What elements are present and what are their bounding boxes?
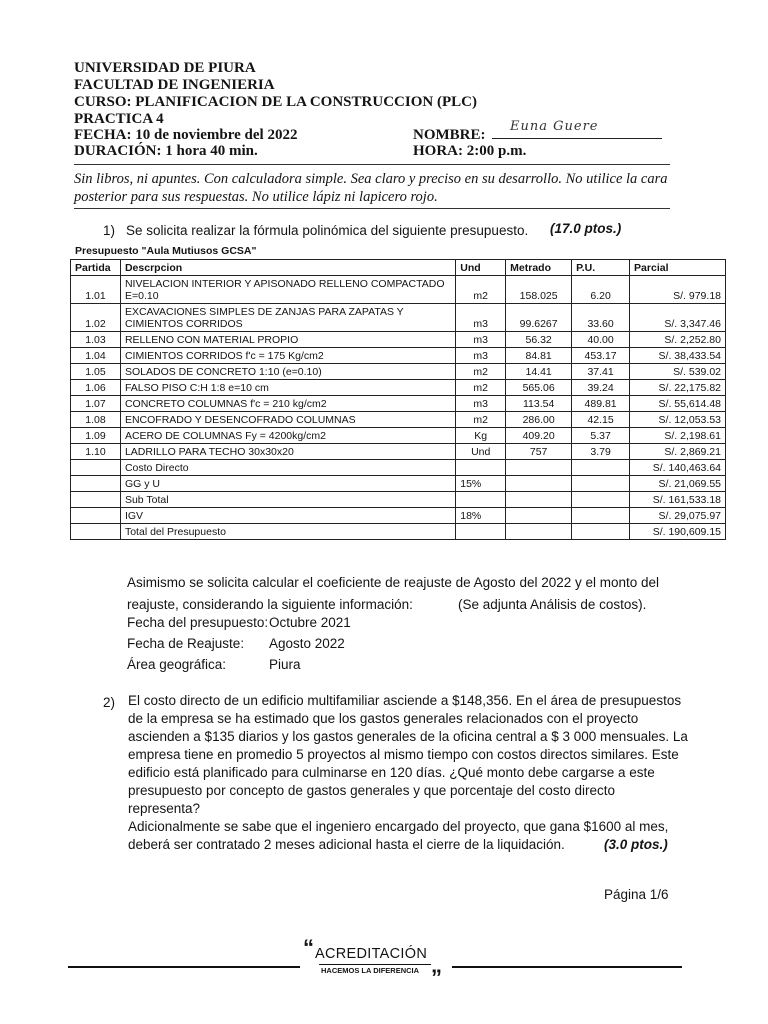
q2-points: (3.0 ptos.) — [604, 837, 668, 852]
cell-parcial: S/. 38,433.54 — [630, 348, 726, 364]
cell-metrado: 158.025 — [506, 276, 572, 304]
q2-line: representa? — [128, 801, 201, 816]
cell-descripcion: ENCOFRADO Y DESENCOFRADO COLUMNAS — [120, 412, 455, 428]
cell-und: m2 — [456, 276, 506, 304]
cell-und: m2 — [456, 380, 506, 396]
cell-empty — [71, 508, 121, 524]
cell-empty — [572, 524, 630, 540]
col-header-und: Und — [456, 260, 506, 276]
cell-empty — [572, 508, 630, 524]
cell-metrado: 84.81 — [506, 348, 572, 364]
cell-pu: 42.15 — [572, 412, 630, 428]
header-divider — [74, 164, 670, 165]
cell-pu: 3.79 — [572, 444, 630, 460]
cell-empty — [71, 524, 121, 540]
cell-und: m3 — [456, 332, 506, 348]
cell-und: Kg — [456, 428, 506, 444]
q2-line: ascienden a $135 diarios y los gastos generales de la oficina central a $ 3 000 mensuales. La — [128, 729, 688, 744]
q2-line: El costo directo de un edificio multifamiliar asciende a $148,356. En el área de presupuestos — [128, 693, 682, 708]
cell-pu: 33.60 — [572, 304, 630, 332]
cell-partida: 1.04 — [71, 348, 121, 364]
cell-metrado: 286.00 — [506, 412, 572, 428]
col-header-metrado: Metrado — [506, 260, 572, 276]
practice-title: PRACTICA 4 — [74, 111, 164, 127]
cell-metrado: 757 — [506, 444, 572, 460]
cell-parcial: S/. 539.02 — [630, 364, 726, 380]
summary-pct — [456, 524, 506, 540]
cell-metrado: 565.06 — [506, 380, 572, 396]
summary-pct — [456, 492, 506, 508]
summary-row — [71, 508, 726, 524]
cell-metrado: 409.20 — [506, 428, 572, 444]
q1-text: Se solicita realizar la fórmula polinómica del siguiente presupuesto. — [126, 223, 529, 238]
instructions: Sin libros, ni apuntes. Con calculadora simple. Sea claro y preciso en su desarrollo. No utilice la cara posterior para sus respuestas. No utilice lápiz ni lapicero rojo. — [74, 171, 668, 205]
q2-line: deberá ser contratado 2 meses adicional hasta el cierre de la liquidación. — [128, 837, 565, 852]
cell-und: m2 — [456, 364, 506, 380]
cell-empty — [572, 476, 630, 492]
logo-title: ACREDITACIÓN — [315, 946, 428, 962]
budget-title: Presupuesto "Aula Mutiusos GCSA" — [75, 245, 257, 257]
table-row — [71, 428, 726, 444]
cell-pu: 489.81 — [572, 396, 630, 412]
summary-pct — [456, 460, 506, 476]
summary-pct: 18% — [456, 508, 506, 524]
cell-descripcion: FALSO PISO C:H 1:8 e=10 cm — [120, 380, 455, 396]
info-value-geo-area: Piura — [269, 657, 301, 672]
cell-partida: 1.10 — [71, 444, 121, 460]
summary-parcial: S/. 21,069.55 — [630, 476, 726, 492]
cell-partida: 1.07 — [71, 396, 121, 412]
info-label-geo-area: Área geográfica: — [127, 657, 227, 672]
budget-table — [70, 259, 726, 540]
cell-parcial: S/. 3,347.46 — [630, 304, 726, 332]
q2-body — [128, 692, 688, 854]
cell-parcial: S/. 55,614.48 — [630, 396, 726, 412]
cell-pu: 6.20 — [572, 276, 630, 304]
footer-rule-right — [452, 966, 682, 968]
col-header-parcial: Parcial — [630, 260, 726, 276]
cell-partida: 1.05 — [71, 364, 121, 380]
q1-number: 1) — [103, 223, 116, 238]
info-value-adjust-date: Agosto 2022 — [269, 636, 345, 651]
cell-pu: 5.37 — [572, 428, 630, 444]
summary-pct: 15% — [456, 476, 506, 492]
table-row — [71, 276, 726, 304]
cell-empty — [506, 508, 572, 524]
cell-partida: 1.06 — [71, 380, 121, 396]
cell-descripcion: LADRILLO PARA TECHO 30x30x20 — [120, 444, 455, 460]
instructions-divider — [74, 208, 670, 209]
cell-partida: 1.01 — [71, 276, 121, 304]
table-row — [71, 348, 726, 364]
cell-parcial: S/. 12,053.53 — [630, 412, 726, 428]
q2-line: empresa tiene en promedio 5 proyectos al mismo tiempo con costos directos similares. Este — [128, 747, 679, 762]
footer-rule-left — [68, 966, 300, 968]
summary-parcial: S/. 190,609.15 — [630, 524, 726, 540]
cell-und: Und — [456, 444, 506, 460]
cell-empty — [506, 476, 572, 492]
cell-empty — [71, 460, 121, 476]
faculty-name: FACULTAD DE INGENIERIA — [74, 77, 275, 93]
col-header-descripcion: Descrpcion — [120, 260, 455, 276]
q2-line: Adicionalmente se sabe que el ingeniero encargado del proyecto, que gana $1600 al mes, — [128, 819, 669, 834]
cell-parcial: S/. 979.18 — [630, 276, 726, 304]
summary-parcial: S/. 29,075.97 — [630, 508, 726, 524]
exam-date: FECHA: 10 de noviembre del 2022 — [74, 127, 298, 143]
logo-divider — [319, 964, 431, 965]
cell-und: m2 — [456, 412, 506, 428]
cell-descripcion: NIVELACION INTERIOR Y APISONADO RELLENO COMPACTADO E=0.10 — [120, 276, 455, 304]
q1-extra-line1: Asimismo se solicita calcular el coeficiente de reajuste de Agosto del 2022 y el monto del — [127, 575, 660, 590]
summary-label: IGV — [120, 508, 455, 524]
cell-und: m3 — [456, 396, 506, 412]
table-row — [71, 444, 726, 460]
table-row — [71, 304, 726, 332]
cell-parcial: S/. 2,198.61 — [630, 428, 726, 444]
cell-descripcion: RELLENO CON MATERIAL PROPIO — [120, 332, 455, 348]
quote-open-icon: “ — [303, 935, 314, 960]
summary-row — [71, 476, 726, 492]
table-row — [71, 380, 726, 396]
cell-empty — [506, 492, 572, 508]
q1-points: (17.0 ptos.) — [550, 221, 622, 236]
accreditation-logo — [303, 935, 448, 990]
q1-extra-line2: reajuste, considerando la siguiente información: — [127, 597, 413, 612]
info-label-adjust-date: Fecha de Reajuste: — [127, 636, 245, 651]
exam-duration: DURACIÓN: 1 hora 40 min. — [74, 143, 258, 159]
cell-descripcion: EXCAVACIONES SIMPLES DE ZANJAS PARA ZAPATAS Y CIMIENTOS CORRIDOS — [120, 304, 455, 332]
cell-pu: 39.24 — [572, 380, 630, 396]
table-row — [71, 332, 726, 348]
cell-descripcion: SOLADOS DE CONCRETO 1:10 (e=0.10) — [120, 364, 455, 380]
cell-parcial: S/. 22,175.82 — [630, 380, 726, 396]
summary-row — [71, 492, 726, 508]
university-name: UNIVERSIDAD DE PIURA — [74, 60, 256, 76]
q2-line: edificio está planificado para culminarse en 120 días. ¿Qué monto debe cargarse a este — [128, 765, 655, 780]
cell-parcial: S/. 2,252.80 — [630, 332, 726, 348]
quote-close-icon: ” — [431, 965, 442, 990]
info-value-budget-date: Octubre 2021 — [269, 615, 351, 630]
q2-line: de la empresa se ha estimado que los gastos generales relacionados con el proyecto — [128, 711, 639, 726]
col-header-partida: Partida — [71, 260, 121, 276]
cell-metrado: 14.41 — [506, 364, 572, 380]
cell-descripcion: CONCRETO COLUMNAS f'c = 210 kg/cm2 — [120, 396, 455, 412]
cell-partida: 1.09 — [71, 428, 121, 444]
table-header-row — [71, 260, 726, 276]
cell-pu: 37.41 — [572, 364, 630, 380]
table-row — [71, 412, 726, 428]
q2-line: presupuesto por concepto de gastos generales y que porcentaje del costo directo — [128, 783, 616, 798]
summary-label: Costo Directo — [120, 460, 455, 476]
handwritten-name: Euna Guere — [510, 119, 599, 134]
cell-descripcion: CIMIENTOS CORRIDOS f'c = 175 Kg/cm2 — [120, 348, 455, 364]
cell-empty — [506, 460, 572, 476]
logo-subtitle: HACEMOS LA DIFERENCIA — [321, 966, 420, 975]
summary-label: Sub Total — [120, 492, 455, 508]
name-underline — [492, 138, 662, 139]
name-label: NOMBRE: — [413, 127, 486, 143]
summary-parcial: S/. 140,463.64 — [630, 460, 726, 476]
q2-number: 2) — [103, 695, 116, 710]
cell-empty — [572, 460, 630, 476]
cell-und: m3 — [456, 348, 506, 364]
cell-empty — [71, 492, 121, 508]
cell-metrado: 113.54 — [506, 396, 572, 412]
cell-pu: 40.00 — [572, 332, 630, 348]
cell-empty — [71, 476, 121, 492]
summary-label: GG y U — [120, 476, 455, 492]
summary-row — [71, 524, 726, 540]
info-label-budget-date: Fecha del presupuesto: — [127, 615, 269, 630]
cell-und: m3 — [456, 304, 506, 332]
cell-partida: 1.03 — [71, 332, 121, 348]
cell-empty — [506, 524, 572, 540]
page-number: Página 1/6 — [604, 887, 669, 902]
cell-empty — [572, 492, 630, 508]
cell-descripcion: ACERO DE COLUMNAS Fy = 4200kg/cm2 — [120, 428, 455, 444]
cell-partida: 1.08 — [71, 412, 121, 428]
col-header-pu: P.U. — [572, 260, 630, 276]
cell-metrado: 56.32 — [506, 332, 572, 348]
table-row — [71, 396, 726, 412]
q1-attachment-note: (Se adjunta Análisis de costos). — [458, 597, 647, 612]
summary-parcial: S/. 161,533.18 — [630, 492, 726, 508]
exam-time: HORA: 2:00 p.m. — [413, 143, 527, 159]
summary-row — [71, 460, 726, 476]
cell-metrado: 99.6267 — [506, 304, 572, 332]
table-row — [71, 364, 726, 380]
course-name: CURSO: PLANIFICACION DE LA CONSTRUCCION (PLC) — [74, 94, 477, 110]
summary-label: Total del Presupuesto — [120, 524, 455, 540]
cell-parcial: S/. 2,869.21 — [630, 444, 726, 460]
cell-pu: 453.17 — [572, 348, 630, 364]
cell-partida: 1.02 — [71, 304, 121, 332]
